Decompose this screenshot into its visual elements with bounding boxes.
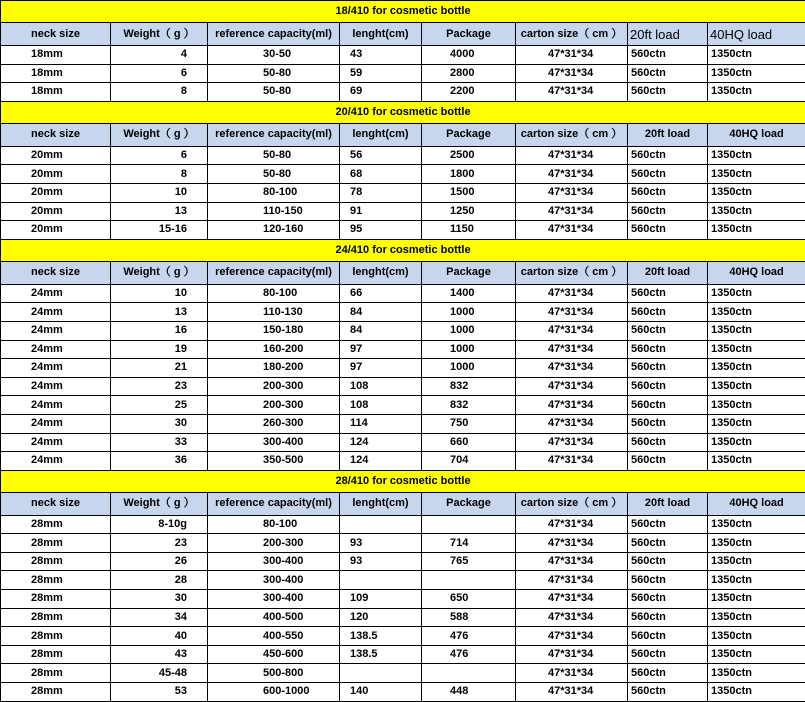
table-cell: 47*31*34 <box>516 321 628 340</box>
table-cell: 47*31*34 <box>516 377 628 396</box>
table-cell: 47*31*34 <box>516 46 628 65</box>
table-cell: 1350ctn <box>708 627 805 646</box>
table-cell: 448 <box>422 683 516 702</box>
table-cell: 91 <box>340 202 422 221</box>
table-row <box>1 664 805 683</box>
table-row <box>1 433 805 452</box>
section-title-row <box>1 101 805 123</box>
table-row <box>1 534 805 553</box>
table-cell: 69 <box>340 83 422 102</box>
table-cell: 30 <box>111 414 208 433</box>
table-cell: 120-160 <box>208 221 340 240</box>
table-cell: 476 <box>422 627 516 646</box>
table-cell <box>422 664 516 683</box>
table-cell: 150-180 <box>208 321 340 340</box>
table-cell: 560ctn <box>628 534 708 553</box>
column-header: lenght(cm) <box>340 23 422 46</box>
table-row <box>1 146 805 165</box>
table-row <box>1 627 805 646</box>
table-cell: 560ctn <box>628 83 708 102</box>
table-cell: 24mm <box>1 284 111 303</box>
table-cell: 16 <box>111 321 208 340</box>
table-cell: 28mm <box>1 645 111 664</box>
table-row <box>1 165 805 184</box>
table-cell: 59 <box>340 64 422 83</box>
section-title-row <box>1 470 805 492</box>
table-cell: 300-400 <box>208 571 340 590</box>
column-header: carton size（ cm ） <box>516 23 628 46</box>
table-cell: 68 <box>340 165 422 184</box>
table-cell: 30 <box>111 590 208 609</box>
table-cell: 750 <box>422 414 516 433</box>
table-row <box>1 183 805 202</box>
table-cell: 19 <box>111 340 208 359</box>
table-cell: 47*31*34 <box>516 452 628 471</box>
table-cell: 1000 <box>422 359 516 378</box>
table-cell: 560ctn <box>628 664 708 683</box>
table-cell: 450-600 <box>208 645 340 664</box>
table-cell: 140 <box>340 683 422 702</box>
table-cell: 560ctn <box>628 183 708 202</box>
table-cell: 560ctn <box>628 683 708 702</box>
table-cell: 47*31*34 <box>516 645 628 664</box>
table-cell: 600-1000 <box>208 683 340 702</box>
table-cell: 24mm <box>1 321 111 340</box>
table-row <box>1 46 805 65</box>
table-cell: 97 <box>340 340 422 359</box>
table-cell: 138.5 <box>340 645 422 664</box>
table-cell: 47*31*34 <box>516 515 628 534</box>
table-cell: 1350ctn <box>708 83 805 102</box>
section-title: 20/410 for cosmetic bottle <box>1 101 805 123</box>
table-cell: 47*31*34 <box>516 202 628 221</box>
table-cell: 560ctn <box>628 221 708 240</box>
table-cell: 28mm <box>1 627 111 646</box>
table-cell: 124 <box>340 452 422 471</box>
table-cell: 560ctn <box>628 284 708 303</box>
column-header: 20ft load <box>628 492 708 515</box>
table-cell: 47*31*34 <box>516 396 628 415</box>
table-cell <box>340 515 422 534</box>
table-cell: 560ctn <box>628 202 708 221</box>
column-header: Package <box>422 261 516 284</box>
table-cell: 1350ctn <box>708 683 805 702</box>
table-cell: 1350ctn <box>708 221 805 240</box>
table-cell: 47*31*34 <box>516 590 628 609</box>
table-cell: 300-400 <box>208 590 340 609</box>
table-row <box>1 515 805 534</box>
table-cell: 28mm <box>1 664 111 683</box>
table-cell: 20mm <box>1 221 111 240</box>
table-row <box>1 645 805 664</box>
table-cell: 138.5 <box>340 627 422 646</box>
column-header: reference capacity(ml) <box>208 23 340 46</box>
column-header: carton size（ cm ） <box>516 261 628 284</box>
table-cell: 4000 <box>422 46 516 65</box>
table-cell: 23 <box>111 377 208 396</box>
table-cell: 200-300 <box>208 534 340 553</box>
column-header: Weight（ g ） <box>111 123 208 146</box>
column-header: neck size <box>1 261 111 284</box>
table-cell: 1350ctn <box>708 645 805 664</box>
table-row <box>1 321 805 340</box>
table-cell <box>422 571 516 590</box>
table-cell: 21 <box>111 359 208 378</box>
table-cell: 28mm <box>1 683 111 702</box>
table-cell: 1400 <box>422 284 516 303</box>
column-header: 40HQ load <box>708 261 805 284</box>
table-row <box>1 452 805 471</box>
column-header: Package <box>422 23 516 46</box>
table-cell: 47*31*34 <box>516 284 628 303</box>
table-cell: 1350ctn <box>708 433 805 452</box>
table-cell: 93 <box>340 534 422 553</box>
table-cell: 560ctn <box>628 165 708 184</box>
section-title: 18/410 for cosmetic bottle <box>1 1 805 23</box>
table-cell: 97 <box>340 359 422 378</box>
table-cell: 200-300 <box>208 377 340 396</box>
table-cell: 560ctn <box>628 146 708 165</box>
table-cell: 24mm <box>1 433 111 452</box>
table-cell: 1000 <box>422 303 516 322</box>
table-cell: 47*31*34 <box>516 414 628 433</box>
table-cell: 1500 <box>422 183 516 202</box>
table-cell: 300-400 <box>208 433 340 452</box>
column-header: lenght(cm) <box>340 492 422 515</box>
table-cell: 28mm <box>1 534 111 553</box>
table-cell: 25 <box>111 396 208 415</box>
table-row <box>1 571 805 590</box>
table-cell: 1350ctn <box>708 321 805 340</box>
table-cell: 200-300 <box>208 396 340 415</box>
table-cell: 84 <box>340 303 422 322</box>
table-cell: 560ctn <box>628 64 708 83</box>
table-cell: 28mm <box>1 590 111 609</box>
column-header: 40HQ load <box>708 123 805 146</box>
table-cell: 560ctn <box>628 359 708 378</box>
table-cell: 24mm <box>1 377 111 396</box>
table-cell: 84 <box>340 321 422 340</box>
table-cell: 109 <box>340 590 422 609</box>
table-cell: 40 <box>111 627 208 646</box>
table-cell: 26 <box>111 552 208 571</box>
table-cell: 47*31*34 <box>516 64 628 83</box>
table-cell: 108 <box>340 377 422 396</box>
table-cell: 1000 <box>422 340 516 359</box>
table-cell: 114 <box>340 414 422 433</box>
table-cell: 560ctn <box>628 515 708 534</box>
table-row <box>1 284 805 303</box>
table-row <box>1 221 805 240</box>
table-cell: 47*31*34 <box>516 534 628 553</box>
table-cell: 30-50 <box>208 46 340 65</box>
table-cell: 56 <box>340 146 422 165</box>
table-cell: 160-200 <box>208 340 340 359</box>
table-cell: 560ctn <box>628 303 708 322</box>
column-header: Package <box>422 492 516 515</box>
table-cell: 24mm <box>1 396 111 415</box>
column-header: 20ft load <box>628 23 708 46</box>
table-cell: 1350ctn <box>708 359 805 378</box>
table-cell: 15-16 <box>111 221 208 240</box>
table-cell: 6 <box>111 64 208 83</box>
table-cell: 560ctn <box>628 321 708 340</box>
table-cell: 1350ctn <box>708 396 805 415</box>
table-cell: 560ctn <box>628 433 708 452</box>
section-title-row <box>1 1 805 23</box>
table-cell: 1350ctn <box>708 340 805 359</box>
table-cell: 47*31*34 <box>516 433 628 452</box>
table-cell: 47*31*34 <box>516 552 628 571</box>
table-cell: 1350ctn <box>708 146 805 165</box>
table-cell: 8 <box>111 83 208 102</box>
table-cell: 36 <box>111 452 208 471</box>
table-cell: 180-200 <box>208 359 340 378</box>
table-cell: 20mm <box>1 183 111 202</box>
table-cell: 28mm <box>1 571 111 590</box>
table-cell: 13 <box>111 303 208 322</box>
table-cell: 704 <box>422 452 516 471</box>
table-cell: 1150 <box>422 221 516 240</box>
table-cell: 47*31*34 <box>516 221 628 240</box>
column-header: Weight（ g ） <box>111 261 208 284</box>
column-header: 40HQ load <box>708 23 805 46</box>
table-cell: 560ctn <box>628 452 708 471</box>
header-row <box>1 261 805 284</box>
table-cell: 53 <box>111 683 208 702</box>
table-cell: 1350ctn <box>708 46 805 65</box>
table-cell: 47*31*34 <box>516 608 628 627</box>
column-header: neck size <box>1 23 111 46</box>
table-cell: 300-400 <box>208 552 340 571</box>
table-cell: 588 <box>422 608 516 627</box>
table-cell: 2200 <box>422 83 516 102</box>
table-cell: 50-80 <box>208 165 340 184</box>
table-cell: 110-150 <box>208 202 340 221</box>
table-cell: 47*31*34 <box>516 340 628 359</box>
table-row <box>1 202 805 221</box>
table-cell: 108 <box>340 396 422 415</box>
table-cell: 18mm <box>1 64 111 83</box>
table-cell: 6 <box>111 146 208 165</box>
column-header: carton size（ cm ） <box>516 492 628 515</box>
section-title-row <box>1 239 805 261</box>
table-cell: 10 <box>111 183 208 202</box>
table-cell: 1350ctn <box>708 452 805 471</box>
column-header: reference capacity(ml) <box>208 492 340 515</box>
table-cell: 45-48 <box>111 664 208 683</box>
table-row <box>1 683 805 702</box>
table-cell: 1350ctn <box>708 377 805 396</box>
table-cell: 124 <box>340 433 422 452</box>
table-cell: 1350ctn <box>708 303 805 322</box>
column-header: lenght(cm) <box>340 261 422 284</box>
table-cell: 10 <box>111 284 208 303</box>
table-cell: 20mm <box>1 165 111 184</box>
table-cell: 80-100 <box>208 284 340 303</box>
column-header: Package <box>422 123 516 146</box>
table-cell: 66 <box>340 284 422 303</box>
table-cell: 1350ctn <box>708 608 805 627</box>
table-cell: 260-300 <box>208 414 340 433</box>
table-cell: 43 <box>340 46 422 65</box>
table-cell: 1350ctn <box>708 165 805 184</box>
table-row <box>1 396 805 415</box>
table-cell: 832 <box>422 396 516 415</box>
table-cell: 660 <box>422 433 516 452</box>
table-cell: 24mm <box>1 303 111 322</box>
table-row <box>1 64 805 83</box>
table-cell: 23 <box>111 534 208 553</box>
table-cell: 47*31*34 <box>516 165 628 184</box>
column-header: 20ft load <box>628 261 708 284</box>
table-cell <box>340 664 422 683</box>
table-cell: 1000 <box>422 321 516 340</box>
table-cell: 50-80 <box>208 146 340 165</box>
table-cell: 34 <box>111 608 208 627</box>
table-cell: 714 <box>422 534 516 553</box>
table-row <box>1 414 805 433</box>
table-cell: 20mm <box>1 146 111 165</box>
table-cell: 560ctn <box>628 608 708 627</box>
table-cell: 560ctn <box>628 590 708 609</box>
table-cell: 43 <box>111 645 208 664</box>
column-header: reference capacity(ml) <box>208 123 340 146</box>
table-cell: 1800 <box>422 165 516 184</box>
table-cell: 1250 <box>422 202 516 221</box>
table-cell: 24mm <box>1 452 111 471</box>
table-row <box>1 608 805 627</box>
column-header: 20ft load <box>628 123 708 146</box>
table-cell: 47*31*34 <box>516 683 628 702</box>
section-title: 28/410 for cosmetic bottle <box>1 470 805 492</box>
table-cell: 33 <box>111 433 208 452</box>
table-cell: 2800 <box>422 64 516 83</box>
table-cell: 47*31*34 <box>516 183 628 202</box>
table-cell: 500-800 <box>208 664 340 683</box>
table-cell: 20mm <box>1 202 111 221</box>
table-cell: 47*31*34 <box>516 359 628 378</box>
table-cell: 28mm <box>1 552 111 571</box>
table-cell: 47*31*34 <box>516 83 628 102</box>
column-header: reference capacity(ml) <box>208 261 340 284</box>
table-row <box>1 552 805 571</box>
table-cell: 80-100 <box>208 515 340 534</box>
table-cell: 47*31*34 <box>516 146 628 165</box>
table-cell: 560ctn <box>628 552 708 571</box>
table-cell: 560ctn <box>628 396 708 415</box>
table-cell: 1350ctn <box>708 664 805 683</box>
table-cell: 24mm <box>1 414 111 433</box>
table-cell: 560ctn <box>628 414 708 433</box>
table-cell: 18mm <box>1 46 111 65</box>
table-cell: 1350ctn <box>708 284 805 303</box>
section-title: 24/410 for cosmetic bottle <box>1 239 805 261</box>
table-row <box>1 83 805 102</box>
table-cell: 18mm <box>1 83 111 102</box>
column-header: neck size <box>1 492 111 515</box>
table-cell: 28 <box>111 571 208 590</box>
table-cell: 832 <box>422 377 516 396</box>
table-cell: 1350ctn <box>708 64 805 83</box>
table-cell: 93 <box>340 552 422 571</box>
table-cell: 1350ctn <box>708 552 805 571</box>
table-row <box>1 359 805 378</box>
column-header: lenght(cm) <box>340 123 422 146</box>
table-row <box>1 590 805 609</box>
header-row <box>1 123 805 146</box>
table-cell: 47*31*34 <box>516 571 628 590</box>
table-cell: 8-10g <box>111 515 208 534</box>
table-cell <box>422 515 516 534</box>
column-header: neck size <box>1 123 111 146</box>
table-cell: 1350ctn <box>708 202 805 221</box>
table-cell: 28mm <box>1 608 111 627</box>
header-row <box>1 492 805 515</box>
table-cell: 1350ctn <box>708 183 805 202</box>
table-cell: 80-100 <box>208 183 340 202</box>
table-cell: 400-550 <box>208 627 340 646</box>
table-cell <box>340 571 422 590</box>
table-cell: 50-80 <box>208 83 340 102</box>
table-cell: 120 <box>340 608 422 627</box>
spec-table-body <box>1 1 805 702</box>
table-cell: 560ctn <box>628 627 708 646</box>
table-cell: 24mm <box>1 359 111 378</box>
table-row <box>1 303 805 322</box>
table-cell: 8 <box>111 165 208 184</box>
column-header: Weight（ g ） <box>111 23 208 46</box>
column-header: 40HQ load <box>708 492 805 515</box>
table-cell: 1350ctn <box>708 571 805 590</box>
table-cell: 2500 <box>422 146 516 165</box>
table-cell: 47*31*34 <box>516 664 628 683</box>
table-cell: 560ctn <box>628 340 708 359</box>
table-cell: 47*31*34 <box>516 303 628 322</box>
table-cell: 24mm <box>1 340 111 359</box>
table-cell: 110-130 <box>208 303 340 322</box>
table-cell: 476 <box>422 645 516 664</box>
table-cell: 47*31*34 <box>516 627 628 646</box>
table-cell: 400-500 <box>208 608 340 627</box>
table-cell: 95 <box>340 221 422 240</box>
table-cell: 1350ctn <box>708 414 805 433</box>
table-row <box>1 377 805 396</box>
column-header: carton size（ cm ） <box>516 123 628 146</box>
table-cell: 78 <box>340 183 422 202</box>
table-cell: 765 <box>422 552 516 571</box>
table-row <box>1 340 805 359</box>
header-row <box>1 23 805 46</box>
table-cell: 1350ctn <box>708 515 805 534</box>
table-cell: 50-80 <box>208 64 340 83</box>
table-cell: 560ctn <box>628 645 708 664</box>
table-cell: 350-500 <box>208 452 340 471</box>
table-cell: 13 <box>111 202 208 221</box>
table-cell: 4 <box>111 46 208 65</box>
table-cell: 560ctn <box>628 46 708 65</box>
table-cell: 1350ctn <box>708 590 805 609</box>
table-cell: 560ctn <box>628 377 708 396</box>
table-cell: 560ctn <box>628 571 708 590</box>
table-cell: 650 <box>422 590 516 609</box>
table-cell: 1350ctn <box>708 534 805 553</box>
table-cell: 28mm <box>1 515 111 534</box>
column-header: Weight（ g ） <box>111 492 208 515</box>
